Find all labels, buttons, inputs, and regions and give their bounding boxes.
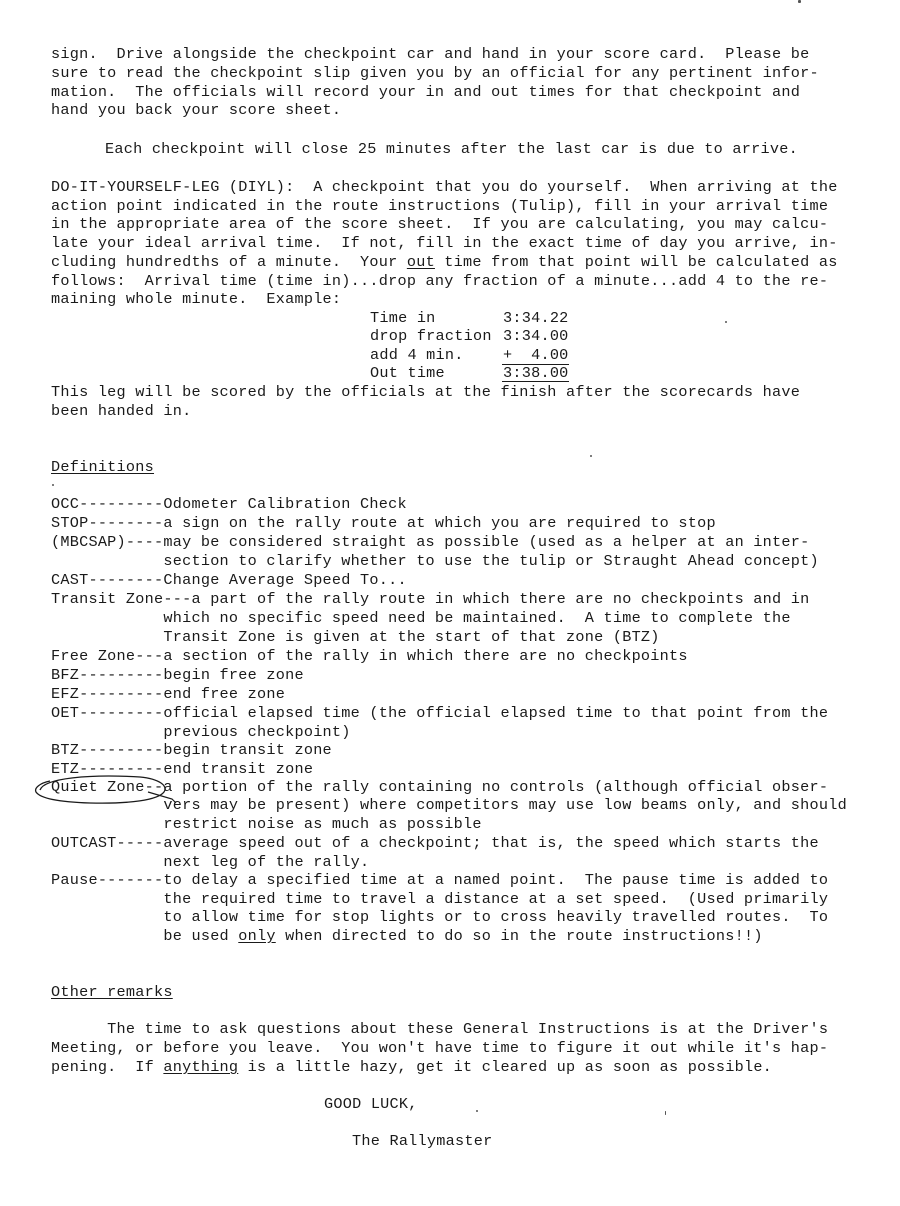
definitions-heading: Definitions: [51, 458, 155, 476]
pause-last-pre: be used: [51, 927, 239, 945]
remarks-line-3: [51, 1058, 772, 1077]
diyl-out-emphasis: out: [406, 253, 435, 271]
definition-pause-last-line: [51, 927, 763, 946]
diyl-line-7: maining whole minute. Example:: [51, 290, 342, 308]
scan-speck: [798, 0, 801, 3]
intro-line-4: hand you back your score sheet.: [51, 101, 342, 119]
definition-line: OCC---------Odometer Calibration Check: [51, 495, 407, 513]
definition-line: Transit Zone is given at the start of that zone (BTZ): [51, 628, 660, 646]
definition-line: BFZ---------begin free zone: [51, 666, 304, 684]
diyl-line-3: in the appropriate area of the score sheet. If you are calculating, you may calcu-: [51, 215, 829, 233]
remarks-line-2: Meeting, or before you leave. You won't have time to figure it out while it's hap-: [51, 1039, 829, 1057]
pause-last-post: when directed to do so in the route instructions!!): [275, 927, 763, 945]
definition-line: (MBCSAP)----may be considered straight as possible (used as a helper at an inter-: [51, 533, 810, 551]
intro-line-3: mation. The officials will record your in and out times for that checkpoint and: [51, 83, 801, 101]
definition-line: OET---------official elapsed time (the official elapsed time to that point from the: [51, 704, 829, 722]
intro-line-2: sure to read the checkpoint slip given you by an official for any pertinent infor-: [51, 64, 819, 82]
definition-line: EFZ---------end free zone: [51, 685, 286, 703]
scan-speck: [590, 455, 592, 457]
remarks-line-3-pre: pening. If: [51, 1058, 164, 1076]
scan-speck: [665, 1111, 666, 1115]
definition-line: vers may be present) where competitors may use low beams only, and should: [51, 796, 847, 814]
closing-good-luck: GOOD LUCK,: [324, 1095, 418, 1113]
handwritten-circle-annotation: [30, 768, 180, 816]
definition-line: OUTCAST-----average speed out of a checkpoint; that is, the speed which starts the: [51, 834, 819, 852]
checkpoint-close-note: Each checkpoint will close 25 minutes after the last car is due to arrive.: [105, 140, 798, 158]
diyl-line-1: DO-IT-YOURSELF-LEG (DIYL): A checkpoint that you do yourself. When arriving at the: [51, 178, 838, 196]
example-label-add-min: add 4 min.: [370, 346, 464, 364]
definition-line: previous checkpoint): [51, 723, 351, 741]
remarks-anything-emphasis: anything: [163, 1058, 239, 1076]
remarks-line-1: The time to ask questions about these General Instructions is at the Driver's: [51, 1020, 829, 1038]
diyl-after-line-1: This leg will be scored by the officials at the finish after the scorecards have: [51, 383, 801, 401]
example-value-time-in: 3:34.22: [503, 309, 569, 327]
definition-line: Free Zone---a section of the rally in which there are no checkpoints: [51, 647, 688, 665]
definition-line: the required time to travel a distance at a set speed. (Used primarily: [51, 890, 829, 908]
diyl-line-5-pre: cluding hundredths of a minute. Your: [51, 253, 407, 271]
remarks-line-3-post: is a little hazy, get it cleared up as soon as possible.: [238, 1058, 773, 1076]
diyl-after-line-2: been handed in.: [51, 402, 192, 420]
diyl-line-2: action point indicated in the route instructions (Tulip), fill in your arrival time: [51, 197, 829, 215]
example-label-time-in: Time in: [370, 309, 436, 327]
example-label-drop-fraction: drop fraction: [370, 327, 492, 345]
example-label-out-time: Out time: [370, 364, 445, 382]
definition-line: Quiet Zone--a portion of the rally containing no controls (although official obser-: [51, 778, 829, 796]
definition-line: to allow time for stop lights or to cross heavily travelled routes. To: [51, 908, 829, 926]
remarks-heading: Other remarks: [51, 983, 173, 1001]
intro-line-1: sign. Drive alongside the checkpoint car and hand in your score card. Please be: [51, 45, 810, 63]
definition-line: section to clarify whether to use the tulip or Straught Ahead concept): [51, 552, 819, 570]
signature-rallymaster: The Rallymaster: [352, 1132, 493, 1150]
definition-line: next leg of the rally.: [51, 853, 370, 871]
scan-speck: [52, 484, 54, 486]
example-total-rule: [502, 381, 569, 382]
definition-line: ETZ---------end transit zone: [51, 760, 314, 778]
definition-line: STOP--------a sign on the rally route at which you are required to stop: [51, 514, 716, 532]
definition-line: Transit Zone---a part of the rally route in which there are no checkpoints and in: [51, 590, 810, 608]
definition-line: BTZ---------begin transit zone: [51, 741, 332, 759]
diyl-line-4: late your ideal arrival time. If not, fill in the exact time of day you arrive, in-: [51, 234, 838, 252]
diyl-line-5: [51, 253, 838, 272]
example-value-out-time: 3:38.00: [503, 364, 569, 382]
definition-line: which no specific speed need be maintained. A time to complete the: [51, 609, 791, 627]
scan-speck: [476, 1110, 478, 1112]
diyl-line-6: follows: Arrival time (time in)...drop any fraction of a minute...add 4 to the re-: [51, 272, 829, 290]
example-value-add-min: + 4.00: [503, 346, 569, 364]
definition-line: CAST--------Change Average Speed To...: [51, 571, 407, 589]
pause-only-emphasis: only: [238, 927, 276, 945]
definition-line: restrict noise as much as possible: [51, 815, 482, 833]
diyl-line-5-post: time from that point will be calculated as: [434, 253, 838, 271]
definition-line: Pause-------to delay a specified time at a named point. The pause time is added to: [51, 871, 829, 889]
example-value-drop-fraction: 3:34.00: [503, 327, 569, 345]
scan-speck: [725, 321, 727, 323]
